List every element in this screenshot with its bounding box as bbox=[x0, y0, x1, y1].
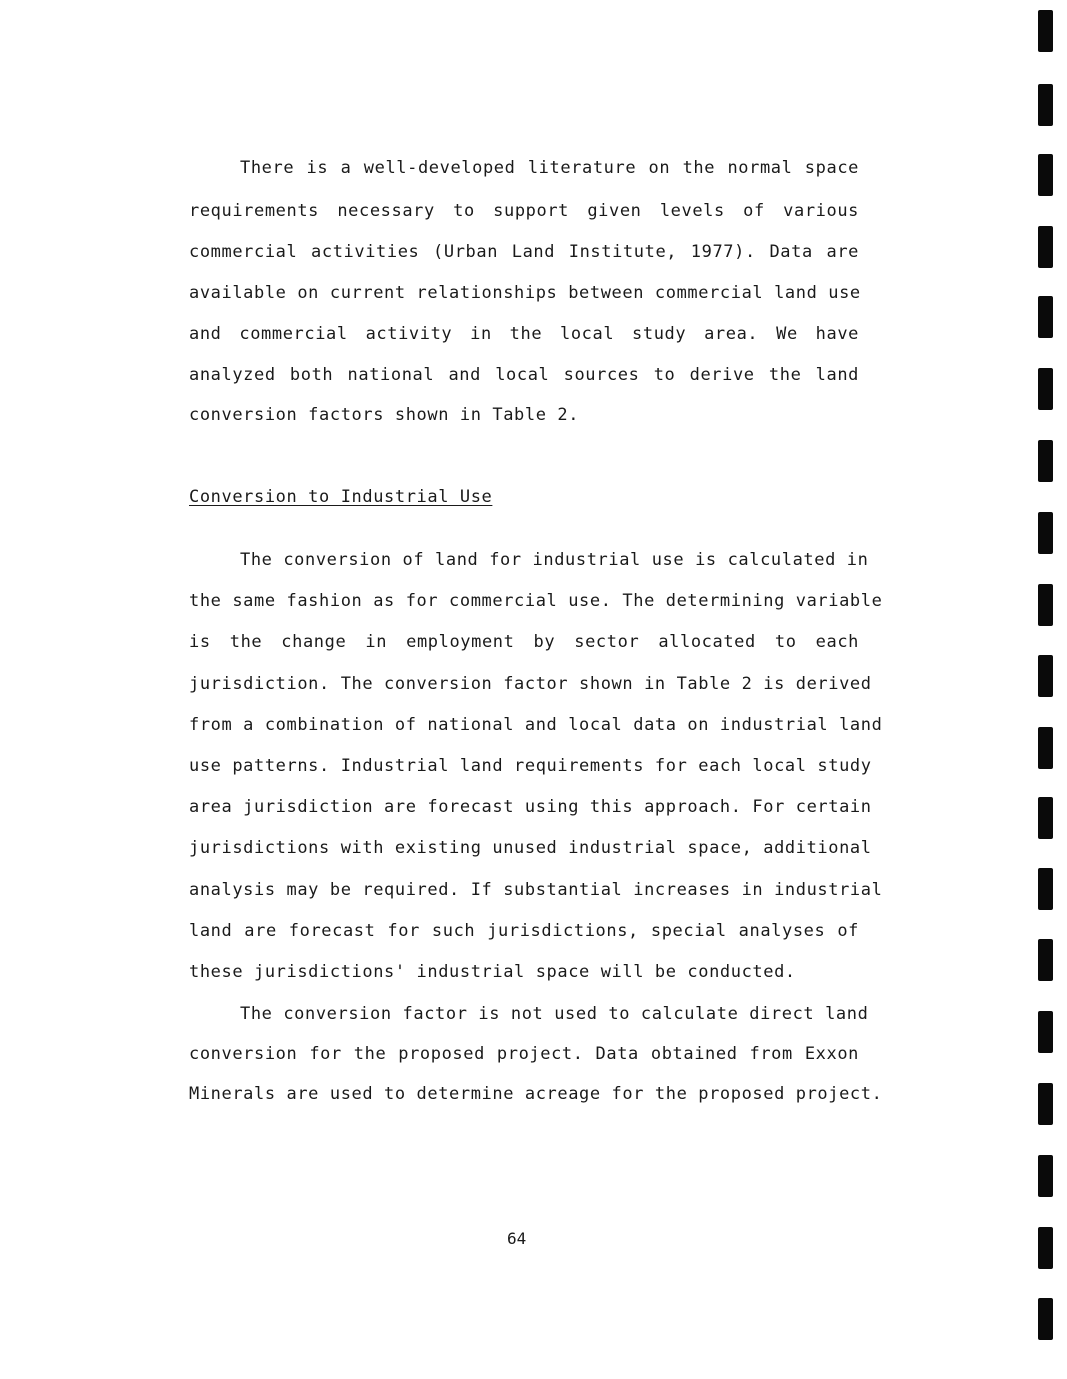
margin-mark bbox=[1038, 1155, 1053, 1197]
margin-mark bbox=[1038, 939, 1053, 981]
text-line: these jurisdictions' industrial space will be conducted. bbox=[189, 962, 796, 982]
page-number: 64 bbox=[507, 1229, 527, 1248]
text-line: jurisdiction. The conversion factor shown in Table 2 is derived bbox=[189, 674, 872, 694]
margin-mark bbox=[1038, 797, 1053, 839]
text-line: use patterns. Industrial land requirements for each local study bbox=[189, 756, 872, 776]
margin-mark bbox=[1038, 1227, 1053, 1269]
text-line: The conversion of land for industrial use is calculated in bbox=[240, 550, 869, 570]
text-line: Minerals are used to determine acreage for the proposed project. bbox=[189, 1084, 883, 1104]
section-heading: Conversion to Industrial Use bbox=[189, 487, 493, 507]
margin-mark bbox=[1038, 655, 1053, 697]
text-line: requirements necessary to support given levels of various bbox=[189, 201, 859, 221]
text-line: conversion factors shown in Table 2. bbox=[189, 405, 580, 425]
text-line: land are forecast for such jurisdictions, special analyses of bbox=[189, 921, 859, 941]
margin-mark bbox=[1038, 868, 1053, 910]
margin-mark bbox=[1038, 10, 1053, 52]
text-line: the same fashion as for commercial use. The determining variable bbox=[189, 591, 883, 611]
text-line: analysis may be required. If substantial increases in industrial bbox=[189, 880, 883, 900]
margin-mark bbox=[1038, 1083, 1053, 1125]
text-line: jurisdictions with existing unused industrial space, additional bbox=[189, 838, 872, 858]
margin-mark bbox=[1038, 368, 1053, 410]
margin-mark bbox=[1038, 1298, 1053, 1340]
margin-mark bbox=[1038, 84, 1053, 126]
text-line: area jurisdiction are forecast using this approach. For certain bbox=[189, 797, 872, 817]
text-line: There is a well-developed literature on the normal space bbox=[240, 158, 859, 178]
text-line: and commercial activity in the local study area. We have bbox=[189, 324, 859, 344]
text-line: commercial activities (Urban Land Institute, 1977). Data are bbox=[189, 242, 859, 262]
margin-mark bbox=[1038, 154, 1053, 196]
text-line: conversion for the proposed project. Data obtained from Exxon bbox=[189, 1044, 859, 1064]
margin-mark bbox=[1038, 440, 1053, 482]
margin-mark bbox=[1038, 226, 1053, 268]
margin-mark bbox=[1038, 512, 1053, 554]
text-line: available on current relationships between commercial land use bbox=[189, 283, 861, 303]
text-line: The conversion factor is not used to calculate direct land bbox=[240, 1004, 869, 1024]
margin-mark bbox=[1038, 1011, 1053, 1053]
margin-mark bbox=[1038, 296, 1053, 338]
margin-mark bbox=[1038, 727, 1053, 769]
text-line: from a combination of national and local data on industrial land bbox=[189, 715, 883, 735]
margin-mark bbox=[1038, 584, 1053, 626]
text-line: analyzed both national and local sources to derive the land bbox=[189, 365, 859, 385]
text-line: is the change in employment by sector allocated to each bbox=[189, 632, 859, 652]
